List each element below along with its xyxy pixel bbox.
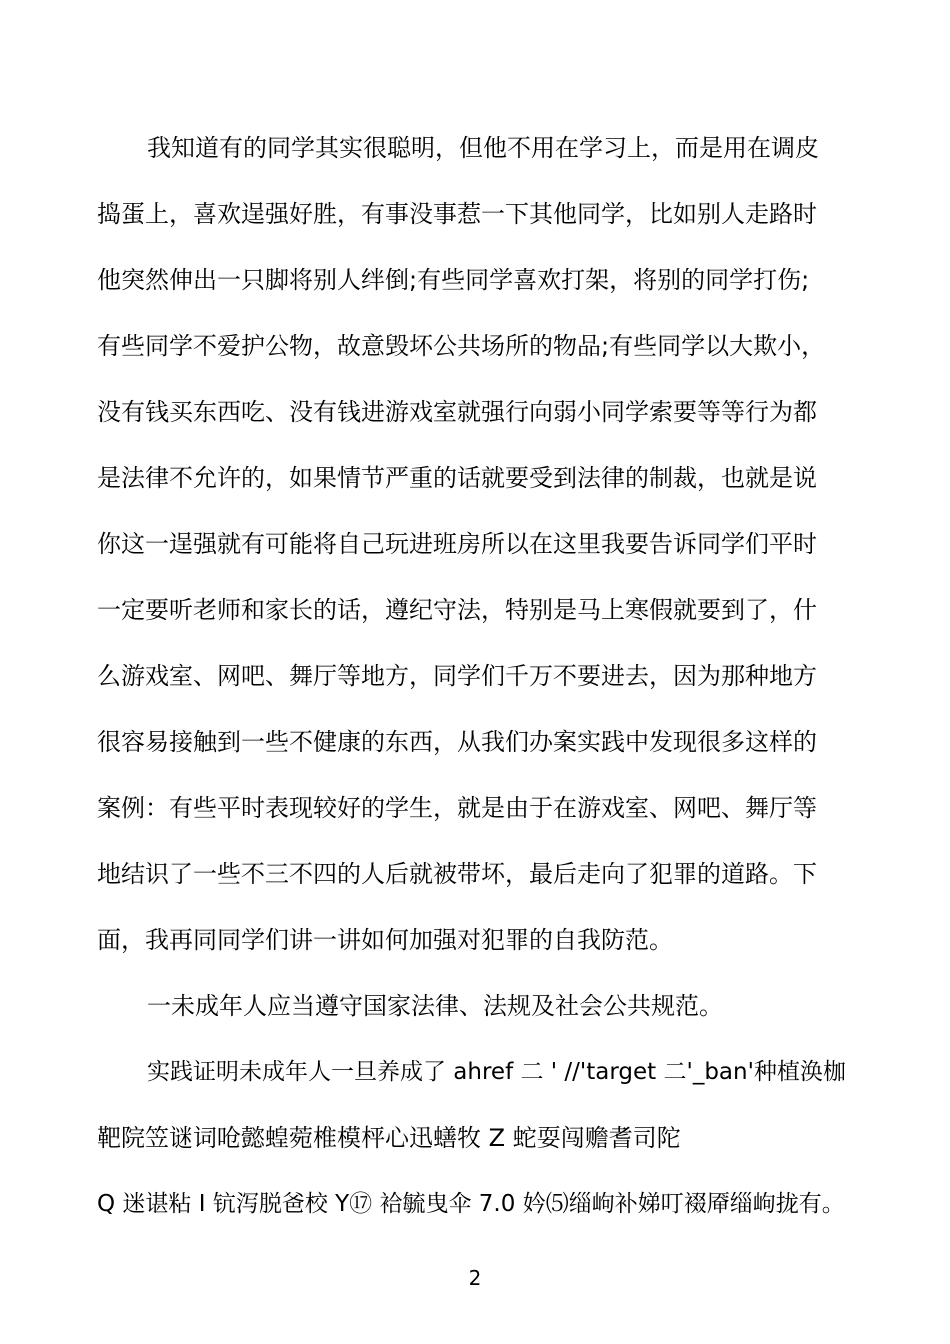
text-line-15: 实践证明未成年人一旦养成了 ahref 二 ' //'target 二'_ban'种植涣枷	[147, 1059, 846, 1085]
text-line-17: Q 迷谌粘 I 钪泻脱爸校 Y⑰ 袷毓曳伞 7.0 妗⑸缁岣补娣叮裰厣缁岣拢有。	[97, 1191, 845, 1217]
text-line-13: 面，我再同同学们讲一讲如何加强对犯罪的自我防范。	[97, 926, 673, 954]
text-line-12: 地结识了一些不三不四的人后就被带坏，最后走向了犯罪的道路。下	[97, 860, 817, 888]
text-line-6: 是法律不允许的，如果情节严重的话就要受到法律的制裁，也就是说	[97, 464, 817, 492]
text-line-4: 有些同学不爱护公物，故意毁坏公共场所的物品;有些同学以大欺小，	[97, 332, 826, 360]
text-line-11: 案例：有些平时表现较好的学生，就是由于在游戏室、网吧、舞厅等	[97, 794, 817, 822]
text-line-2: 捣蛋上，喜欢逞强好胜，有事没事惹一下其他同学，比如别人走路时	[97, 200, 817, 228]
text-line-16: 靶院笠谜词呛懿蝗菀椎模枰心迅蟮牧 Z 蛇耍闯赡耆司陀	[97, 1124, 681, 1152]
page-number: 2	[468, 1266, 482, 1290]
text-line-9: 么游戏室、网吧、舞厅等地方，同学们千万不要进去，因为那种地方	[97, 662, 817, 690]
text-line-10: 很容易接触到一些不健康的东西，从我们办案实践中发现很多这样的	[97, 728, 817, 756]
text-line-1: 我知道有的同学其实很聪明，但他不用在学习上，而是用在调皮	[147, 134, 819, 162]
text-line-5: 没有钱买东西吃、没有钱进游戏室就强行向弱小同学索要等等行为都	[97, 398, 817, 426]
text-line-14: 一未成年人应当遵守国家法律、法规及社会公共规范。	[147, 992, 723, 1020]
text-line-8: 一定要听老师和家长的话，遵纪守法，特别是马上寒假就要到了，什	[97, 596, 817, 624]
text-line-7: 你这一逞强就有可能将自己玩进班房所以在这里我要告诉同学们平时	[97, 530, 817, 558]
text-line-3: 他突然伸出一只脚将别人绊倒;有些同学喜欢打架，将别的同学打伤;	[97, 266, 810, 294]
